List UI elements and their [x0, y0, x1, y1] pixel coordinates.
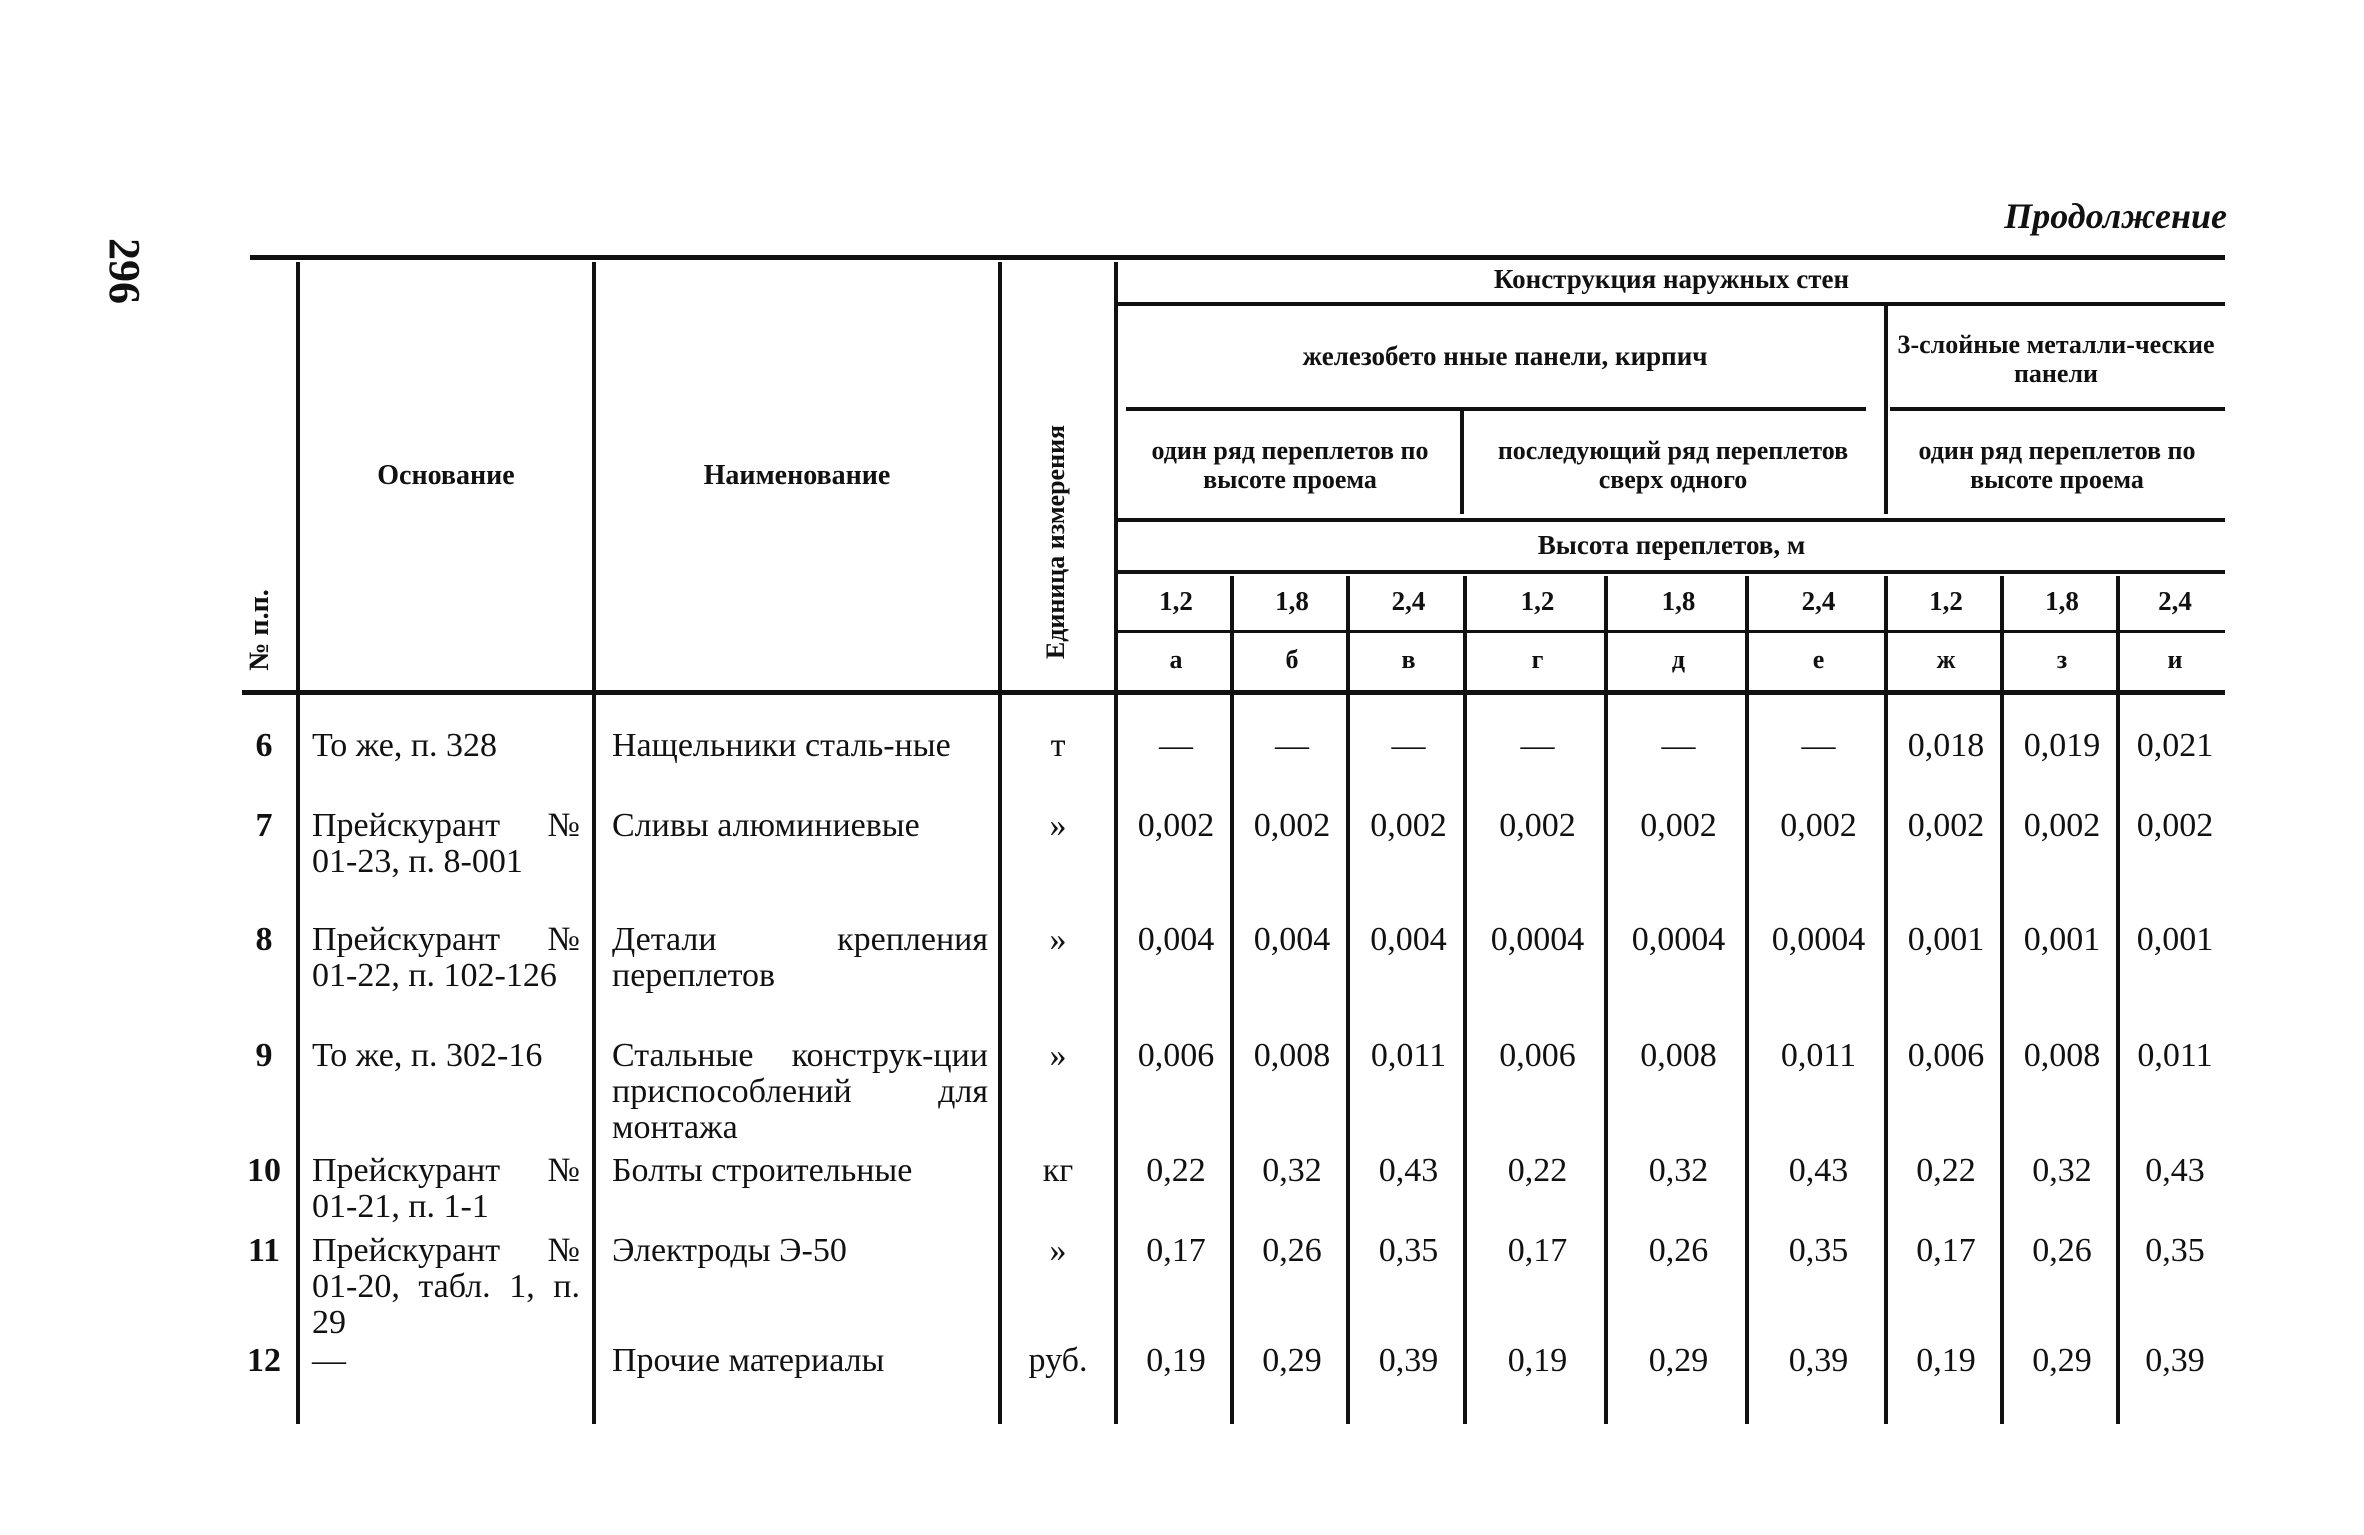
row-name: Болты строительные	[612, 1152, 913, 1189]
header-column-letter: з	[2056, 644, 2068, 674]
header-height-value: 1,2	[1159, 586, 1193, 617]
header-column-letter: в	[1401, 644, 1416, 674]
row-value: 0,002	[2023, 807, 2101, 844]
header-height-value: 2,4	[2158, 586, 2192, 617]
row-unit: »	[1049, 807, 1067, 844]
header-column-letter: и	[2167, 644, 2183, 674]
row-value: 0,32	[1262, 1152, 1322, 1189]
row-value: 0,43	[2145, 1152, 2205, 1189]
column-divider	[1604, 576, 1608, 1424]
row-value: 0,19	[1146, 1342, 1206, 1379]
header-height-value: 1,8	[2045, 586, 2079, 617]
row-basis: То же, п. 328	[312, 727, 498, 764]
column-divider	[1745, 576, 1749, 1424]
row-value: 0,0004	[1490, 921, 1585, 958]
row-number: 10	[247, 1152, 281, 1189]
row-value: 0,35	[1788, 1232, 1849, 1269]
row-value: 0,26	[1648, 1232, 1709, 1269]
row-value: 0,39	[2145, 1342, 2205, 1379]
row-value: 0,018	[1907, 727, 1985, 764]
row-value: 0,29	[1262, 1342, 1322, 1379]
row-value: 0,011	[1370, 1037, 1447, 1074]
row-name: Электроды Э-50	[612, 1232, 847, 1269]
column-divider	[2116, 576, 2120, 1424]
header-rule	[1126, 407, 1866, 411]
header-sub-next-row: последующий ряд переплетов сверх одного	[1497, 436, 1849, 494]
row-value: 0,011	[1780, 1037, 1857, 1074]
row-value: 0,019	[2023, 727, 2101, 764]
row-value: 0,0004	[1631, 921, 1726, 958]
row-number: 7	[255, 807, 273, 844]
row-value: 0,006	[1137, 1037, 1215, 1074]
row-value: 0,006	[1907, 1037, 1985, 1074]
row-value: 0,39	[1788, 1342, 1849, 1379]
row-value: 0,008	[2023, 1037, 2101, 1074]
row-value: 0,0004	[1771, 921, 1866, 958]
header-divider	[1460, 410, 1464, 514]
row-value: 0,43	[1378, 1152, 1439, 1189]
header-height-value: 1,2	[1520, 586, 1555, 617]
row-value: 0,22	[1916, 1152, 1976, 1189]
header-column-letter: д	[1671, 644, 1686, 674]
row-value: 0,29	[1648, 1342, 1709, 1379]
row-value: 0,17	[1146, 1232, 1206, 1269]
row-value: 0,17	[1916, 1232, 1976, 1269]
header-height-value: 2,4	[1801, 586, 1836, 617]
row-value: 0,22	[1146, 1152, 1206, 1189]
header-col-unit: Единица измерения	[1041, 424, 1070, 660]
row-value: 0,17	[1507, 1232, 1568, 1269]
row-value: 0,35	[2145, 1232, 2205, 1269]
row-value: 0,32	[1648, 1152, 1709, 1189]
header-height-value: 2,4	[1391, 586, 1426, 617]
row-value: 0,002	[1137, 807, 1215, 844]
header-height-value: 1,2	[1929, 586, 1963, 617]
row-value: 0,002	[1640, 807, 1717, 844]
header-col-no: № п.п.	[244, 589, 275, 671]
header-column-letter: ж	[1936, 644, 1956, 674]
row-number: 12	[247, 1342, 281, 1379]
row-number: 8	[255, 921, 273, 958]
header-group-reinforced-concrete: железобето нные панели, кирпич	[1302, 340, 1708, 371]
row-number: 6	[255, 727, 273, 764]
page-number: 296	[100, 238, 149, 304]
row-basis: Прейскурант № 01-20, табл. 1, п. 29	[312, 1232, 580, 1341]
row-value: 0,19	[1507, 1342, 1568, 1379]
row-value: 0,001	[1907, 921, 1985, 958]
row-name: Прочие материалы	[612, 1342, 885, 1379]
row-value: 0,004	[1370, 921, 1447, 958]
row-unit: кг	[1042, 1152, 1074, 1189]
row-value: —	[1159, 727, 1193, 764]
row-unit: »	[1049, 921, 1067, 958]
row-value: 0,021	[2136, 727, 2214, 764]
header-sub-one-row: один ряд переплетов по высоте проема	[1151, 436, 1429, 494]
column-divider	[2000, 576, 2004, 1424]
row-value: 0,26	[1262, 1232, 1322, 1269]
header-group-metal-panels: 3-слойные металли-ческие панели	[1897, 330, 2215, 388]
row-value: 0,002	[1780, 807, 1857, 844]
header-rule	[1118, 630, 2225, 633]
row-value: 0,002	[1253, 807, 1331, 844]
row-value: 0,39	[1378, 1342, 1439, 1379]
row-number: 11	[247, 1232, 281, 1269]
row-unit: »	[1049, 1232, 1067, 1269]
header-rule	[1890, 407, 2225, 411]
column-divider	[1230, 576, 1234, 1424]
header-height-value: 1,8	[1275, 586, 1309, 617]
row-name: Стальные конструк-ции приспособлений для монтажа	[612, 1037, 988, 1146]
row-value: 0,006	[1499, 1037, 1576, 1074]
row-basis: То же, п. 302-16	[312, 1037, 543, 1074]
row-number: 9	[255, 1037, 273, 1074]
row-value: 0,002	[1499, 807, 1576, 844]
row-unit: т	[1050, 727, 1066, 764]
column-divider	[1463, 576, 1467, 1424]
header-column-letter: г	[1531, 644, 1544, 674]
row-value: 0,001	[2136, 921, 2214, 958]
row-value: —	[1801, 727, 1836, 764]
row-value: —	[1520, 727, 1555, 764]
row-value: 0,008	[1640, 1037, 1717, 1074]
row-basis: Прейскурант № 01-21, п. 1-1	[312, 1152, 580, 1225]
row-value: 0,002	[1907, 807, 1985, 844]
row-value: 0,19	[1916, 1342, 1976, 1379]
header-col-name: Наименование	[703, 459, 891, 491]
row-value: 0,43	[1788, 1152, 1849, 1189]
header-height-label: Высота переплетов, м	[1537, 530, 1806, 561]
header-col-basis: Основание	[377, 459, 515, 491]
row-value: 0,002	[1370, 807, 1447, 844]
continuation-label: Продолжение	[2004, 196, 2227, 236]
row-value: —	[1661, 727, 1696, 764]
row-basis: Прейскурант № 01-22, п. 102-126	[312, 921, 580, 994]
row-name: Сливы алюминиевые	[612, 807, 920, 844]
row-value: 0,011	[2137, 1037, 2213, 1074]
row-unit: »	[1049, 1037, 1067, 1074]
column-divider	[1346, 576, 1350, 1424]
header-column-letter: б	[1285, 644, 1299, 674]
row-value: 0,29	[2032, 1342, 2092, 1379]
header-divider	[1884, 305, 1888, 514]
row-unit: руб.	[1028, 1342, 1088, 1379]
row-value: —	[1391, 727, 1426, 764]
row-name: Детали крепления переплетов	[612, 921, 988, 994]
header-sub-one-row-metal: один ряд переплетов по высоте проема	[1918, 436, 2196, 494]
header-height-value: 1,8	[1661, 586, 1696, 617]
column-divider	[1884, 576, 1888, 1424]
row-basis: —	[312, 1342, 346, 1379]
row-value: 0,001	[2023, 921, 2101, 958]
header-rule	[1118, 570, 2225, 574]
row-value: 0,004	[1253, 921, 1331, 958]
row-value: 0,004	[1137, 921, 1215, 958]
row-basis: Прейскурант № 01-23, п. 8-001	[312, 807, 580, 880]
header-construction: Конструкция наружных стен	[1493, 264, 1850, 295]
row-value: 0,008	[1253, 1037, 1331, 1074]
row-value: 0,22	[1507, 1152, 1568, 1189]
row-value: 0,35	[1378, 1232, 1439, 1269]
header-column-letter: е	[1812, 644, 1825, 674]
row-value: 0,002	[2136, 807, 2214, 844]
header-column-letter: а	[1169, 644, 1183, 674]
row-value: —	[1275, 727, 1309, 764]
row-value: 0,32	[2032, 1152, 2092, 1189]
row-value: 0,26	[2032, 1232, 2092, 1269]
row-name: Нащельники сталь-ные	[612, 727, 951, 764]
